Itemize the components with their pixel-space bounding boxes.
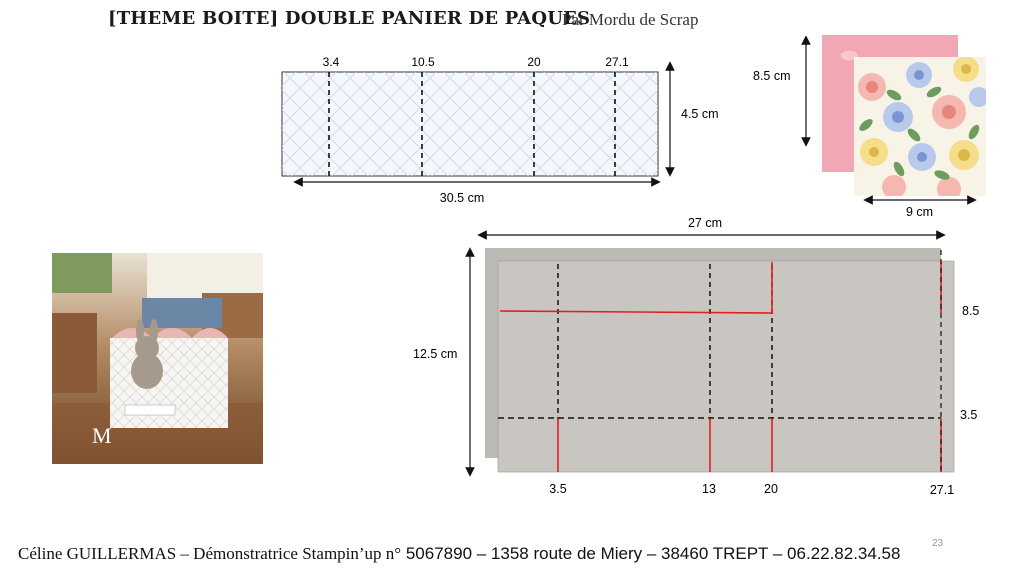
footer-contact	[18, 544, 900, 564]
board-bottom-mark: 20	[764, 482, 778, 496]
board-bottom-mark: 13	[702, 482, 716, 496]
strip-height-label: 4.5 cm	[681, 107, 719, 121]
svg-text:M: M	[92, 423, 112, 448]
basket-illustration	[52, 253, 263, 464]
strip-diagram	[270, 48, 740, 218]
page-number: 23	[932, 538, 944, 549]
basket-photo	[52, 253, 263, 464]
board-height-label: 12.5 cm	[413, 347, 458, 361]
board-front	[498, 261, 954, 472]
board-bottom-mark: 27.1	[929, 483, 955, 497]
footer-contact-details: 5067890 – 1358 route de Miery – 38460 TREPT – 06.22.82.34.58	[405, 544, 901, 563]
page-title: [THEME BOITE] DOUBLE PANIER DE PAQUES	[108, 8, 591, 29]
paper-width-label: 9 cm	[906, 205, 934, 219]
paper-height-label: 8.5 cm	[753, 69, 791, 83]
paper-dimensions	[740, 36, 1000, 226]
base-diagram	[400, 210, 1000, 500]
strip-width-label: 30.5 cm	[439, 191, 485, 205]
strip-mark-label: 27.1	[605, 55, 629, 69]
board-right-mark: 3.5	[960, 408, 978, 422]
footer-name: Céline GUILLERMAS – Démonstratrice Stampin’up n°	[18, 544, 402, 563]
board-bottom-mark: 3.5	[549, 482, 567, 496]
strip-mark-label: 20	[527, 55, 541, 69]
strip-mark-label: 3.4	[322, 55, 340, 69]
strip-mark-label: 10.5	[411, 55, 435, 69]
board-width-label: 27 cm	[687, 216, 723, 230]
board-right-mark: 8.5	[962, 304, 980, 318]
page-subtitle: Par Mordu de Scrap	[562, 10, 699, 29]
